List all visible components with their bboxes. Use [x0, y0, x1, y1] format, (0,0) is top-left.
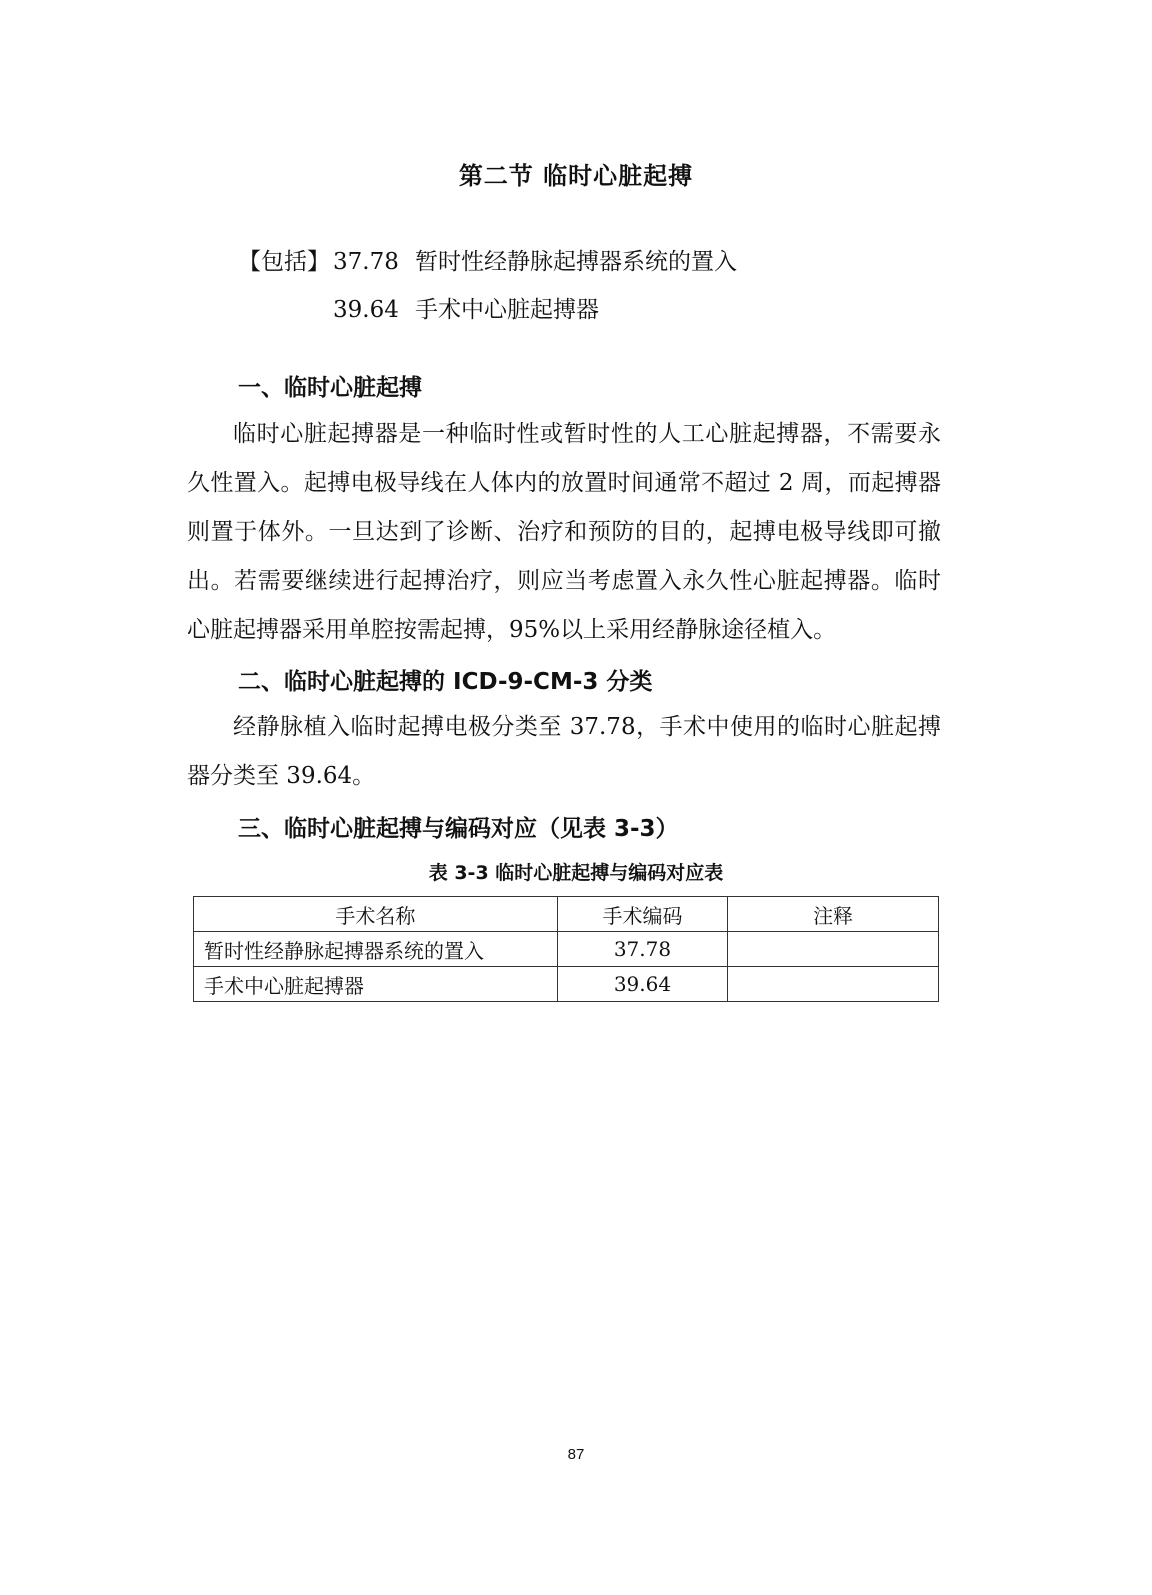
code-table [193, 896, 939, 1002]
header-procedure-name: 手术名称 [194, 897, 558, 932]
includes-row [238, 286, 737, 334]
paragraph-1: 临时心脏起搏器是一种临时性或暂时性的人工心脏起搏器，不需要永久性置入。起搏电极导线在人体内的放置时间通常不超过 2 周，而起搏器则置于体外。一旦达到了诊断、治疗和预防的目的，起搏电极导线即可撤出。若需要继续进行起搏治疗，则应当考虑置入永久性心脏起搏器。临时心脏起搏器采用单腔按需起搏，95%以上采用经静脉途径植入。 [187, 421, 941, 643]
includes-desc: 手术中心脏起搏器 [415, 297, 599, 323]
table-header-row [194, 897, 939, 932]
includes-block [238, 238, 737, 334]
header-notes: 注释 [728, 897, 939, 932]
heading-3: 三、临时心脏起搏与编码对应（见表 3-3） [238, 816, 679, 842]
section-title: 第二节 临时心脏起搏 [458, 162, 694, 190]
page-number: 87 [567, 1446, 585, 1463]
includes-code: 37.78 [333, 249, 399, 275]
cell-notes [728, 967, 939, 1002]
includes-lead-spacer [238, 286, 333, 334]
paragraph-2: 经静脉植入临时起搏电极分类至 37.78，手术中使用的临时心脏起搏器分类至 39.64。 [187, 714, 941, 789]
cell-notes [728, 932, 939, 967]
includes-row [238, 238, 737, 286]
table-row [194, 932, 939, 967]
table-caption: 表 3-3 临时心脏起搏与编码对应表 [428, 862, 724, 884]
cell-procedure-name: 暂时性经静脉起搏器系统的置入 [194, 932, 558, 967]
includes-lead: 【包括】 [238, 249, 330, 275]
cell-procedure-code: 37.78 [557, 932, 727, 967]
heading-1: 一、临时心脏起搏 [238, 375, 422, 401]
header-procedure-code: 手术编码 [557, 897, 727, 932]
table-row [194, 967, 939, 1002]
includes-desc: 暂时性经静脉起搏器系统的置入 [415, 249, 737, 275]
cell-procedure-name: 手术中心脏起搏器 [194, 967, 558, 1002]
includes-code: 39.64 [333, 297, 399, 323]
heading-2: 二、临时心脏起搏的 ICD-9-CM-3 分类 [238, 669, 653, 695]
cell-procedure-code: 39.64 [557, 967, 727, 1002]
